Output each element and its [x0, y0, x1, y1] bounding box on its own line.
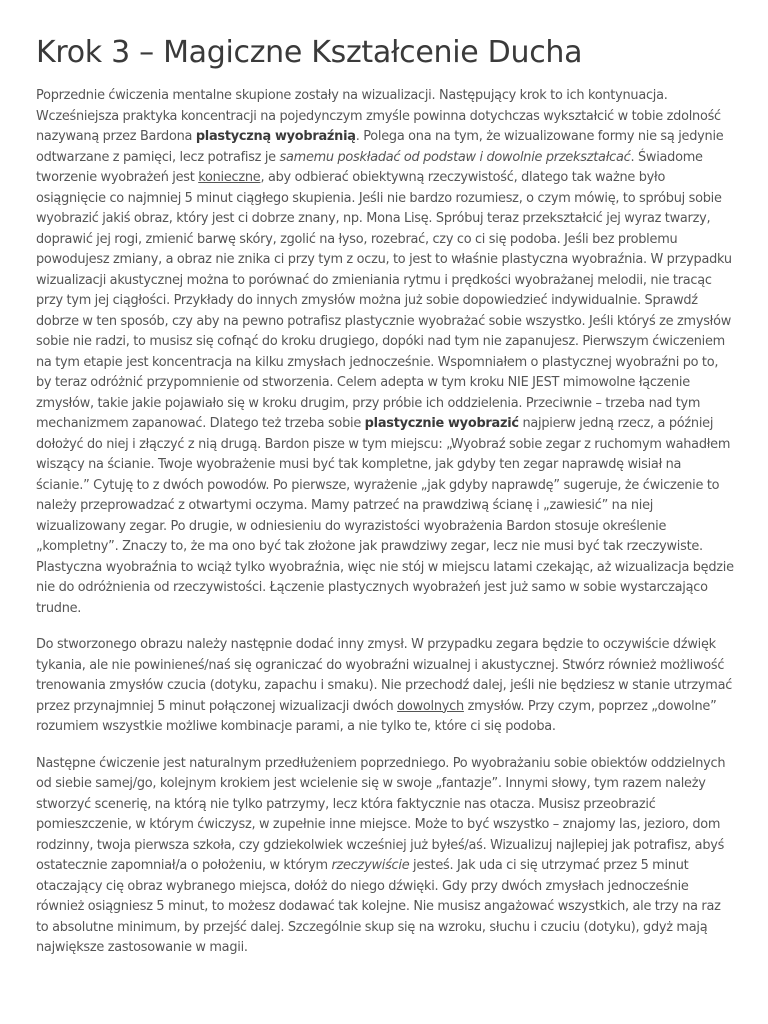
text-run: najpierw jedną rzecz, a później dołożyć do niej i złączyć z nią drugą. Bardon pisze w tym miejscu: „Wyobraź sobie zegar z ruchomym wahadłem wiszący na ścianie. Twoje wyobrażenie musi być tak kompletne, jak gdyby ten zegar naprawdę wisiał na ścianie.” Cytuję to z dwóch powodów. Po pierwsze, wyrażenie „jak gdyby naprawdę” sugeruje, że ćwiczenie to należy przeprowadzać z otwartymi oczyma. Mamy patrzeć na prawdziwą ścianę i „zawiesić” na niej wizualizowany zegar. Po drugie, w odniesieniu do wyrazistości wyobrażenia Bardon stosuje określenie „kompletny”. Znaczy to, że ma ono być tak złożone jak prawdziwy zegar, lecz nie musi być tak rzeczywiste. Plastyczna wyobraźnia to wciąż tylko wyobraźnia, więc nie stój w miejscu latami czekając, aż wizualizacja będzie nie do odróżnienia od rzeczywistości. Łączenie plastycznych wyobrażeń jest już samo w sobie wystarczająco trudne.: [36, 416, 734, 616]
italic-text: samemu poskładać od podstaw i dowolnie przekształcać: [279, 149, 631, 165]
bold-text: plastycznie wyobrazić: [364, 416, 519, 431]
paragraph: [36, 635, 734, 738]
article-body: [36, 86, 734, 959]
text-run: Do stworzonego obrazu należy następnie dodać inny zmysł. W przypadku zegara będzie to oczywiście dźwięk tykania, ale nie powinieneś/naś się ograniczać do wyobraźni wizualnej i akustycznej. Stwórz również możliwość trenowania zmysłów czucia (dotyku, zapachu i smaku). Nie przechodź dalej, jeśli nie będziesz w stanie utrzymać przez przynajmniej 5 minut połączonej wizualizacji dwóch: [36, 637, 733, 714]
text-run: , aby odbierać obiektywną rzeczywistość, dlatego tak ważne było osiągnięcie co najmniej 5 minut ciągłego skupienia. Jeśli nie bardzo rozumiesz, o czym mówię, to spróbuj sobie wyobrazić jakiś obraz, który jest ci dobrze znany, np. Mona Lisę. Spróbuj teraz przekształcić jej wyraz twarzy, doprawić jej rogi, zmienić barwę skóry, zgolić na łyso, rozebrać, czy co ci się podoba. Jeśli bez problemu powodujesz zmiany, a obraz nie znika ci przy tym z oczu, to jest to właśnie plastyczna wyobraźnia. W przypadku wizualizacji akustycznej można to porównać do zmieniania rytmu i prędkości wyobrażanej melodii, nie tracąc przy tym jej ciągłości. Przykłady do innych zmysłów można już sobie dopowiedzieć indywidualnie. Sprawdź dobrze w ten sposób, czy aby na pewno potrafisz plastycznie wyobrażać sobie wszystko. Jeśli któryś ze zmysłów sobie nie radzi, to musisz się cofnąć do kroku drugiego, dopóki nad tym nie zapanujesz. Pierwszym ćwiczeniem na tym etapie jest koncentracja na kilku zmysłach jednocześnie. Wspomniałem o plastycznej wyobraźni po to, by teraz odróżnić przypomnienie od stworzenia. Celem adepta w tym kroku NIE JEST mimowolne łączenie zmysłów, takie jakie pojawiało się w kroku drugim, przy próbie ich oddzielenia. Przeciwnie – trzeba nad tym mechanizmem zapanować. Dlatego też trzeba sobie: [36, 170, 732, 431]
paragraph: [36, 754, 734, 959]
paragraph: [36, 86, 734, 619]
text-run: . Polega ona na tym, że wizualizowane formy nie są jedynie odtwarzane z pamięci, lecz potrafisz je: [36, 129, 724, 165]
underlined-text: konieczne: [198, 170, 261, 185]
text-run: Poprzednie ćwiczenia mentalne skupione zostały na wizualizacji. Następujący krok to ich kontynuacja. Wcześniejsza praktyka koncentracji na pojedynczym zmyśle powinna dotychczas wykształcić w tobie zdolność nazywaną przez Bardona: [36, 88, 721, 144]
page-title: Krok 3 – Magiczne Kształcenie Ducha: [36, 35, 583, 70]
underlined-text: dowolnych: [397, 698, 464, 714]
italic-text: rzeczywiście: [331, 858, 410, 873]
text-run: . Świadome tworzenie wyobrażeń jest: [36, 149, 703, 185]
text-run: zmysłów. Przy czym, poprzez „dowolne” rozumiem wszystkie możliwe kombinacje parami, a nie tylko te, które ci się podoba.: [36, 698, 717, 734]
bold-text: plastyczną wyobraźnią: [195, 129, 356, 144]
text-run: Następne ćwiczenie jest naturalnym przedłużeniem poprzedniego. Po wyobrażaniu sobie obiektów oddzielnych od siebie samej/go, kolejnym krokiem jest wcielenie się w swoje „fantazje”. Innymi słowy, tym razem należy stworzyć scenerię, na którą nie tylko patrzymy, lecz która faktycznie nas otacza. Musisz przeobrazić pomieszczenie, w którym ćwiczysz, w zupełnie inne miejsce. Może to być wszystko – znajomy las, jezioro, dom rodzinny, twoja pierwsza szkoła, czy gdziekolwiek wcześniej już byłeś/aś. Wizualizuj najlepiej jak potrafisz, abyś ostatecznie zapomniał/a o położeniu, w którym: [36, 755, 726, 873]
text-run: jesteś. Jak uda ci się utrzymać przez 5 minut otaczający cię obraz wybranego miejsca, dołóż do niego dźwięki. Gdy przy dwóch zmysłach jednocześnie również osiągniesz 5 minut, to możesz dodawać tak kolejne. Nie musisz angażować wszystkich, ale trzy na raz to absolutne minimum, by przejść dalej. Szczególnie skup się na wzroku, słuchu i czuciu (dotyku), gdyż mają największe zastosowanie w magii.: [36, 858, 721, 955]
